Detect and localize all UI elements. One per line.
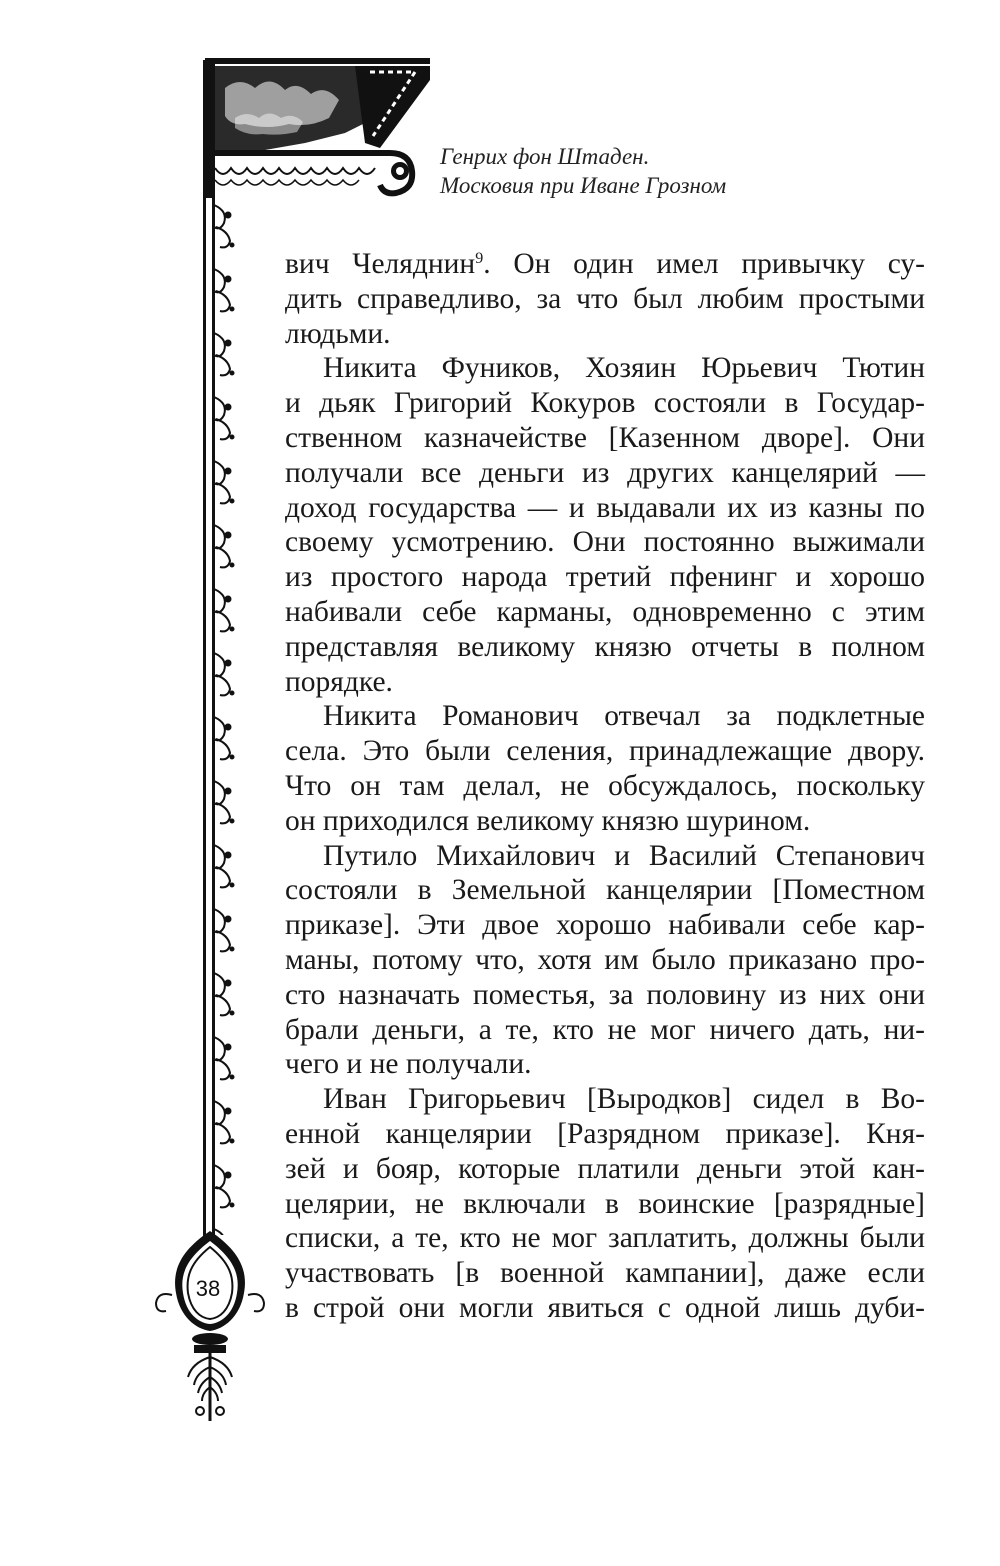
text-line: брали деньги, а те, кто не мог ничего дать, ни- — [285, 1013, 925, 1046]
vine-flourish — [214, 1101, 235, 1144]
vine-flourish — [214, 973, 235, 1016]
text-line: целярии, не включали в воинские [разрядные] — [285, 1187, 925, 1220]
text-line: енной канцелярии [Разрядном приказе]. Кня- — [285, 1117, 925, 1150]
vine-flourish — [214, 1165, 235, 1208]
vine-flourish — [214, 461, 235, 504]
text-line: своему усмотрению. Они постоянно выжимали — [285, 526, 925, 559]
vine-flourish — [214, 845, 235, 888]
body-text — [285, 247, 925, 1326]
text-line: он приходился великому князю шурином. — [285, 804, 811, 837]
vine-flourish — [214, 205, 235, 248]
vine-flourish — [214, 525, 235, 568]
header-ornament — [205, 58, 430, 198]
text-line: и дьяк Григорий Кокуров состояли в Государ- — [285, 387, 925, 420]
text-line: людьми. — [285, 317, 391, 350]
vine-flourish — [214, 717, 235, 760]
text-line: представляя великому князю отчеты в полном — [285, 630, 925, 663]
vine-flourish — [214, 269, 235, 312]
text-line: ственном казначействе [Казенном дворе]. Они — [285, 421, 925, 454]
text-line: Что он там делал, не обсуждалось, поскольку — [285, 769, 925, 802]
text-line: Никита Романович отвечал за подклетные — [323, 700, 925, 733]
text-line: Путило Михайлович и Василий Степанович — [323, 839, 925, 872]
text-line: набивали себе карманы, одновременно с этим — [285, 595, 925, 628]
text-line: вич Челяднин$^9$. Он один имел привычку су- — [285, 248, 925, 280]
vine-flourish — [214, 909, 235, 952]
vine-flourish — [214, 653, 235, 696]
text-line: получали все деньги из других канцелярий — — [285, 456, 925, 489]
page-number-medallion — [150, 1225, 270, 1425]
text-line: чего и не получали. — [285, 1048, 532, 1081]
running-head — [440, 142, 940, 200]
border-vine-ornament — [212, 195, 238, 1235]
text-line: из простого народа третий пфенинг и хорошо — [285, 561, 925, 594]
text-line: зей и бояр, которые платили деньги этой кан- — [285, 1152, 925, 1185]
vine-flourish — [214, 333, 235, 376]
text-line: сто назначать поместья, за половину из них они — [285, 978, 925, 1011]
text-line: маны, потому что, хотя им было приказано про- — [285, 943, 925, 976]
text-line: села. Это были селения, принадлежащие двору. — [285, 735, 925, 768]
text-line: дить справедливо, за что был любим простыми — [285, 282, 925, 315]
text-line: списки, а те, кто не мог заплатить, должны были — [285, 1222, 925, 1255]
footnote-ref: 9 — [475, 250, 484, 267]
vine-flourish — [214, 397, 235, 440]
text-line: участвовать [в военной кампании], даже если — [285, 1257, 925, 1290]
page-number: 38 — [195, 1276, 221, 1301]
vine-flourish — [214, 781, 235, 824]
text-line: Иван Григорьевич [Выродков] сидел в Во- — [323, 1083, 925, 1116]
text-line: приказе]. Эти двое хорошо набивали себе кар- — [285, 909, 925, 942]
text-line: состояли в Земельной канцелярии [Поместном — [285, 874, 925, 907]
vine-flourish — [214, 589, 235, 632]
running-head-title: Московия при Иване Грозном — [440, 173, 727, 198]
vine-flourish — [214, 1037, 235, 1080]
text-line: в строй они могли явиться с одной лишь дуби- — [285, 1291, 925, 1324]
text-line: доход государства — и выдавали их из казны по — [285, 491, 925, 524]
text-line: порядке. — [285, 665, 393, 698]
text-line: Никита Фуников, Хозяин Юрьевич Тютин — [323, 352, 925, 385]
running-head-author: Генрих фон Штаден. — [440, 144, 650, 169]
